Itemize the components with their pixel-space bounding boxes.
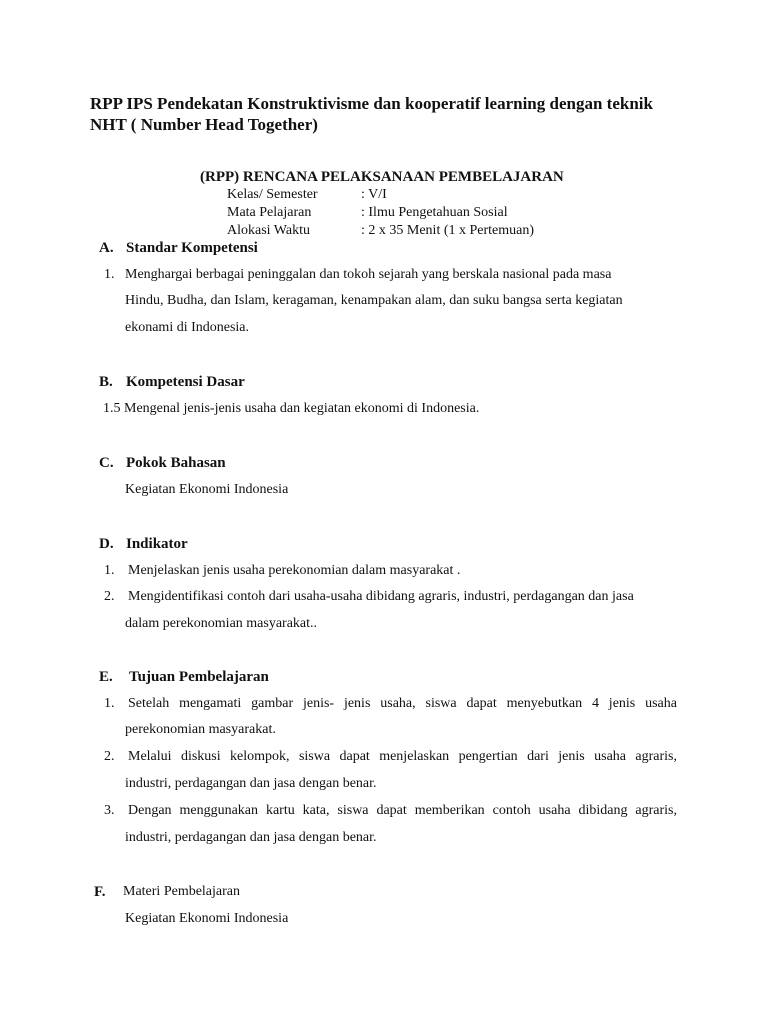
section-f-text: Kegiatan Ekonomi Indonesia <box>125 911 289 926</box>
tujuan-1-line-1: Setelah mengamati gambar jenis- jenis usaha, siswa dapat menyebutkan 4 jenis usaha <box>128 696 677 711</box>
section-d-letter: D. <box>99 536 114 552</box>
indikator-2-line-2: dalam perekonomian masyarakat.. <box>125 616 318 631</box>
section-c-text: Kegiatan Ekonomi Indonesia <box>125 482 289 497</box>
section-a-title: Standar Kompetensi <box>126 240 258 256</box>
section-a-item-line-2: Hindu, Budha, dan Islam, keragaman, kenampakan alam, dan suku bangsa serta kegiatan <box>125 293 623 308</box>
tujuan-3-number: 3. <box>104 803 115 818</box>
info-label-alokasi: Alokasi Waktu <box>227 223 310 238</box>
tujuan-2-line-1: Melalui diskusi kelompok, siswa dapat menjelaskan pengertian dari jenis usaha agraris, <box>128 749 677 764</box>
tujuan-1-number: 1. <box>104 696 115 711</box>
section-f-letter: F. <box>94 884 106 900</box>
indikator-2-line-1: Mengidentifikasi contoh dari usaha-usaha dibidang agraris, industri, perdagangan dan jasa <box>128 589 634 604</box>
tujuan-2-line-2: industri, perdagangan dan jasa dengan benar. <box>125 776 377 791</box>
tujuan-2-number: 2. <box>104 749 115 764</box>
info-label-kelas: Kelas/ Semester <box>227 187 318 202</box>
rpp-heading: (RPP) RENCANA PELAKSANAAN PEMBELAJARAN <box>200 169 564 185</box>
section-f-title: Materi Pembelajaran <box>123 884 241 899</box>
section-a-item-number: 1. <box>104 267 115 282</box>
document-title-line-2: NHT ( Number Head Together) <box>90 115 318 134</box>
section-a-letter: A. <box>99 240 114 256</box>
document-title-line-1: RPP IPS Pendekatan Konstruktivisme dan kooperatif learning dengan teknik <box>90 94 653 113</box>
section-e-letter: E. <box>99 669 113 685</box>
indikator-1-number: 1. <box>104 563 115 578</box>
indikator-2-number: 2. <box>104 589 115 604</box>
section-b-letter: B. <box>99 374 113 390</box>
info-label-mapel: Mata Pelajaran <box>227 205 312 220</box>
section-d-title: Indikator <box>126 536 188 552</box>
info-value-kelas: : V/I <box>361 187 387 202</box>
section-c-letter: C. <box>99 455 114 471</box>
section-e-title: Tujuan Pembelajaran <box>129 669 269 685</box>
indikator-1-line-1: Menjelaskan jenis usaha perekonomian dalam masyarakat . <box>128 563 461 578</box>
section-a-item-line-3: ekonami di Indonesia. <box>125 320 250 335</box>
section-a-item-line-1: Menghargai berbagai peninggalan dan tokoh sejarah yang berskala nasional pada masa <box>125 267 612 282</box>
tujuan-1-line-2: perekonomian masyarakat. <box>125 722 276 737</box>
tujuan-3-line-1: Dengan menggunakan kartu kata, siswa dapat memberikan contoh usaha dibidang agraris, <box>128 803 677 818</box>
section-b-text: 1.5 Mengenal jenis-jenis usaha dan kegiatan ekonomi di Indonesia. <box>103 401 480 416</box>
tujuan-3-line-2: industri, perdagangan dan jasa dengan benar. <box>125 830 377 845</box>
section-c-title: Pokok Bahasan <box>126 455 226 471</box>
info-value-mapel: : Ilmu Pengetahuan Sosial <box>361 205 508 220</box>
section-b-title: Kompetensi Dasar <box>126 374 245 390</box>
info-value-alokasi: : 2 x 35 Menit (1 x Pertemuan) <box>361 223 535 238</box>
